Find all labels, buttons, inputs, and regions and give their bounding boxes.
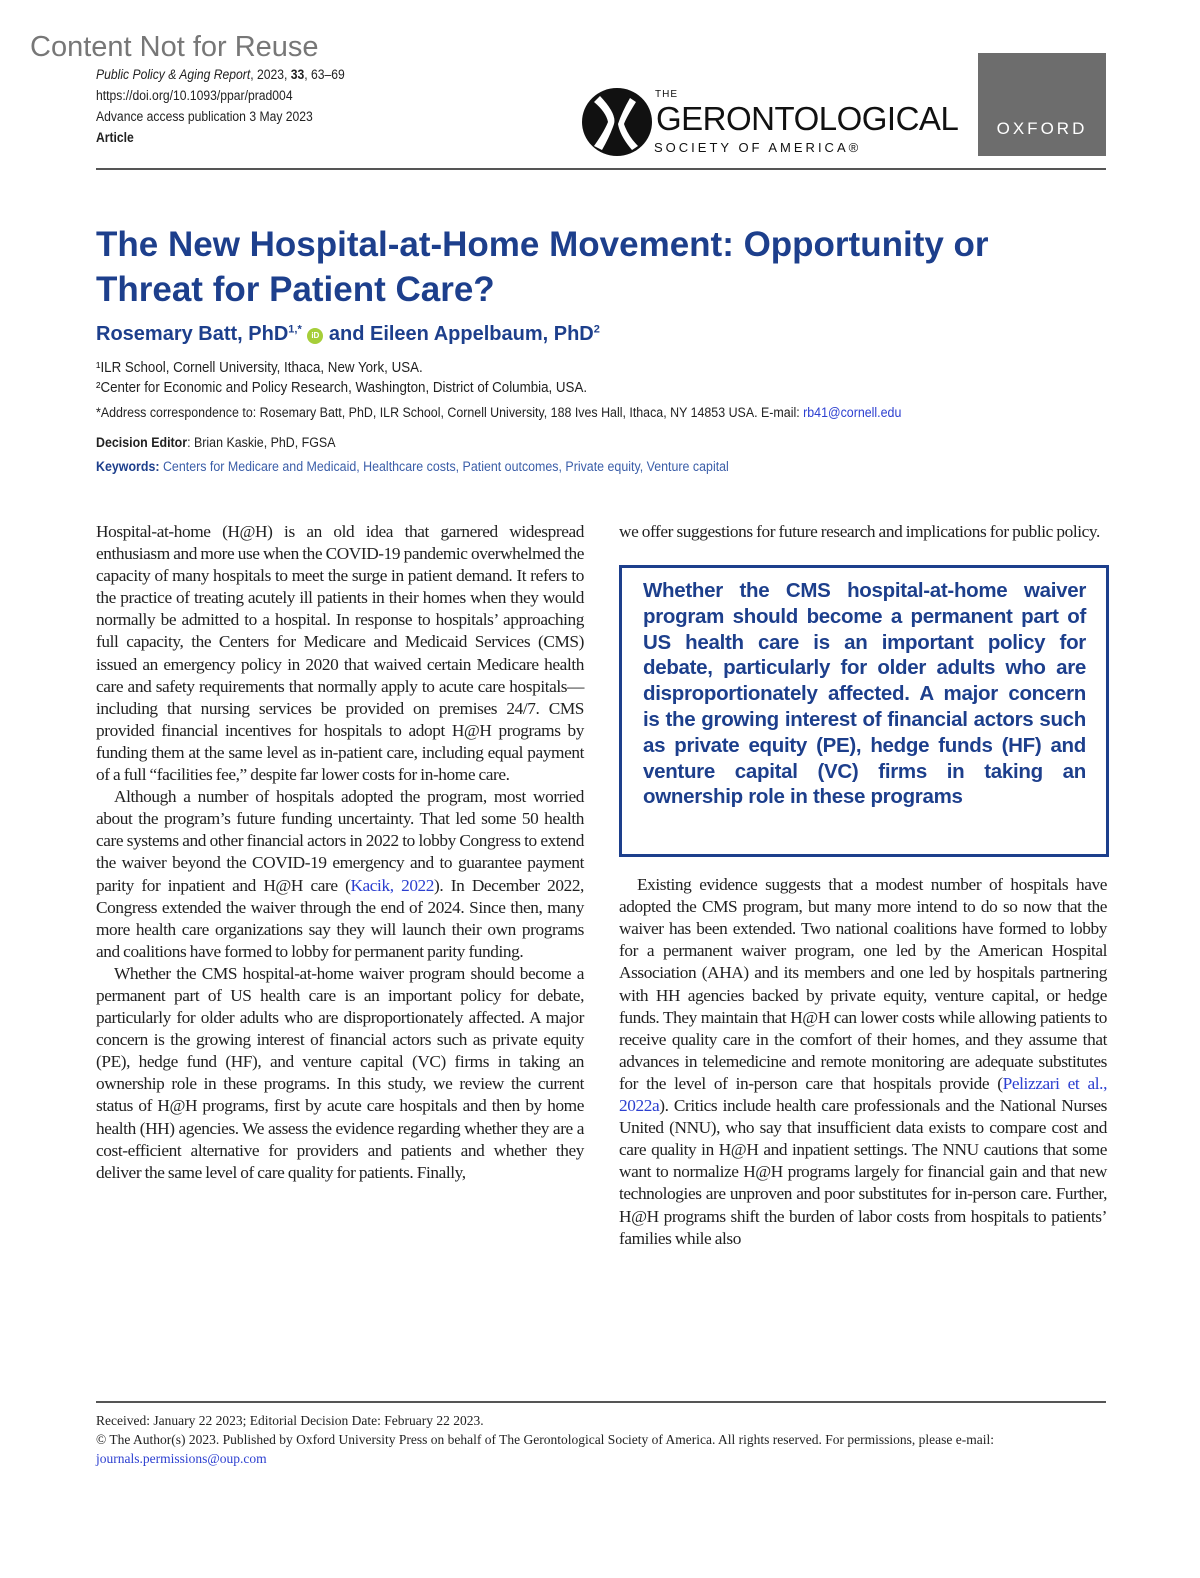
- correspondence-text: *Address correspondence to: Rosemary Batt, PhD, ILR School, Cornell University, 188 Ives Hall, Ithaca, NY 14853 USA. E-mail:: [96, 405, 804, 420]
- left-column: [96, 521, 584, 1393]
- citation-link-kacik[interactable]: Kacik, 2022: [350, 875, 435, 895]
- paragraph-3: Whether the CMS hospital-at-home waiver program should become a permanent part of US health care is an important policy for debate, particularly for older adults who are disproportionately affected. A major concern is the growing interest of financial actors such as private equity (PE), hedge fund (HF), and venture capital (VC) firms in taking an ownership role in these programs. In this study, we review the current status of H@H programs, first by acute care hospitals and then by home health (HH) agencies. We assess the evidence regarding whether they are a cost-efficient alternative for providers and patients and whether they deliver the same level of care quality for patients. Finally,: [96, 963, 584, 1182]
- doi[interactable]: https://doi.org/10.1093/ppar/prad004: [96, 88, 293, 103]
- keywords: [96, 458, 729, 476]
- citation: [96, 64, 345, 85]
- gsa-logo: [580, 84, 970, 158]
- logo-name: GERONTOLOGICAL: [656, 100, 959, 137]
- article-type: Article: [96, 130, 134, 145]
- affiliation-2: ²Center for Economic and Policy Research, Washington, District of Columbia, USA.: [96, 380, 588, 396]
- p5-text-end: ). Critics include health care professionals and the National Nurses United (NNU), who say that insufficient data exists to compare cost and care quality in H@H and inpatient settings. The NNU cautions that some want to normalize H@H programs largely for financial gain and that new technologies are unproven and poor substitutes for in-person care. Further, H@H programs shift the burden of labor costs from hospitals to patients’ families while also: [619, 1096, 1107, 1248]
- volume: 33: [290, 67, 305, 82]
- keywords-label: Keywords:: [96, 459, 160, 474]
- article-body: [96, 521, 1107, 1468]
- article-meta: [96, 64, 345, 148]
- footer-divider: [96, 1401, 1106, 1403]
- hourglass-logo-icon: [580, 84, 654, 158]
- correspondence: [96, 404, 901, 422]
- p5-text: Existing evidence suggests that a modest number of hospitals have adopted the CMS program, but many more intend to do so now that the waiver has been extended. Two national coalitions have formed to lobby for a permanent waiver program, one led by the American Hospital Association (AHA) and its members and one led by hospitals partnering with HH agencies backed by private equity, venture capital, or hedge funds. They maintain that H@H can lower costs while allowing patients to receive quality care in the comfort of their homes, and they assume that advances in telemedicine and remote monitoring are adequate substitutes for the level of in-person care that hospitals provide (: [619, 875, 1107, 1093]
- oxford-logo: OXFORD: [978, 53, 1106, 156]
- copyright: [96, 1430, 1106, 1468]
- affiliation-1: ¹ILR School, Cornell University, Ithaca, New York, USA.: [96, 360, 423, 376]
- right-column: [619, 521, 1107, 1393]
- editor-label: Decision Editor: [96, 435, 188, 450]
- authors: [96, 322, 600, 346]
- author-2-sup: 2: [593, 323, 600, 336]
- logo-sub: SOCIETY OF AMERICA®: [654, 140, 862, 155]
- paragraph-2: [96, 786, 584, 963]
- keywords-list[interactable]: Centers for Medicare and Medicaid, Healthcare costs, Patient outcomes, Private equity, Venture capital: [159, 459, 729, 474]
- p2-text-end: ). In December 2022, Congress extended the waiver through the end of 2024. Since then, many more health care organizations say they will launch their own programs and coalitions have formed to lobby for permanent parity funding.: [96, 875, 584, 961]
- pages: , 63–69: [304, 67, 345, 82]
- journal-name: Public Policy & Aging Report: [96, 67, 251, 82]
- paragraph-5: [619, 874, 1107, 1250]
- copyright-text: © The Author(s) 2023. Published by Oxford University Press on behalf of The Gerontological Society of America. All rights reserved. For permissions, please e-mail:: [96, 1431, 994, 1447]
- year: , 2023,: [250, 67, 291, 82]
- header-divider: [96, 168, 1106, 170]
- advance-access: Advance access publication 3 May 2023: [96, 109, 313, 124]
- received-dates: Received: January 22 2023; Editorial Decision Date: February 22 2023.: [96, 1412, 484, 1428]
- paragraph-1: Hospital-at-home (H@H) is an old idea that garnered widespread enthusiasm and more use when the COVID-19 pandemic overwhelmed the capacity of many hospitals to meet the surge in patient demand. It refers to the practice of treating acutely ill patients in their homes when they would normally be admitted to a hospital. In response to hospitals’ approaching full capacity, the Centers for Medicare and Medicaid Services (CMS) issued an emergency policy in 2020 that waived certain Medicare health care and safety requirements that normally apply to acute care hospitals—including that nursing services be provided on premises 24/7. CMS provided financial incentives for hospitals to adopt H@H programs by funding them at the same level as in-patient care, including equal payment of a full “facilities fee,” despite far lower costs for in-home care.: [96, 522, 584, 785]
- decision-editor: [96, 434, 336, 452]
- author-2: and Eileen Appelbaum, PhD: [323, 323, 594, 345]
- paragraph-4: we offer suggestions for future research and implications for public policy.: [619, 522, 1100, 541]
- body-columns: [96, 521, 1107, 1393]
- editor-value: : Brian Kaskie, PhD, FGSA: [187, 435, 336, 450]
- footer: [96, 1411, 1106, 1468]
- article-title: The New Hospital-at-Home Movement: Opportunity or Threat for Patient Care?: [96, 225, 989, 309]
- permissions-email-link[interactable]: journals.permissions@oup.com: [96, 1450, 267, 1466]
- p2-text: Although a number of hospitals adopted the program, most worried about the program’s future funding uncertainty. That led some 50 health care systems and other financial actors in 2022 to lobby Congress to extend the waiver beyond the COVID-19 emergency and to guarantee payment parity for inpatient and H@H care (: [96, 787, 584, 895]
- author-1-sup: 1,*: [288, 323, 302, 336]
- author-1: Rosemary Batt, PhD: [96, 323, 289, 345]
- watermark: Content Not for Reuse: [30, 31, 319, 63]
- correspondence-email-link[interactable]: rb41@cornell.edu: [803, 405, 902, 420]
- callout-box: Whether the CMS hospital-at-home waiver program should become a permanent part of US health care is an important policy for debate, particularly for older adults who are disproportionately affected. A major concern is the growing interest of financial actors such as private equity (PE), hedge funds (HF) and venture capital (VC) firms in taking an ownership role in these programs: [619, 565, 1109, 857]
- orcid-icon[interactable]: iD: [307, 328, 323, 344]
- logo-the: THE: [655, 89, 678, 100]
- citation-link-pelizzari[interactable]: Pelizzari et al., 2022a: [619, 1073, 1107, 1116]
